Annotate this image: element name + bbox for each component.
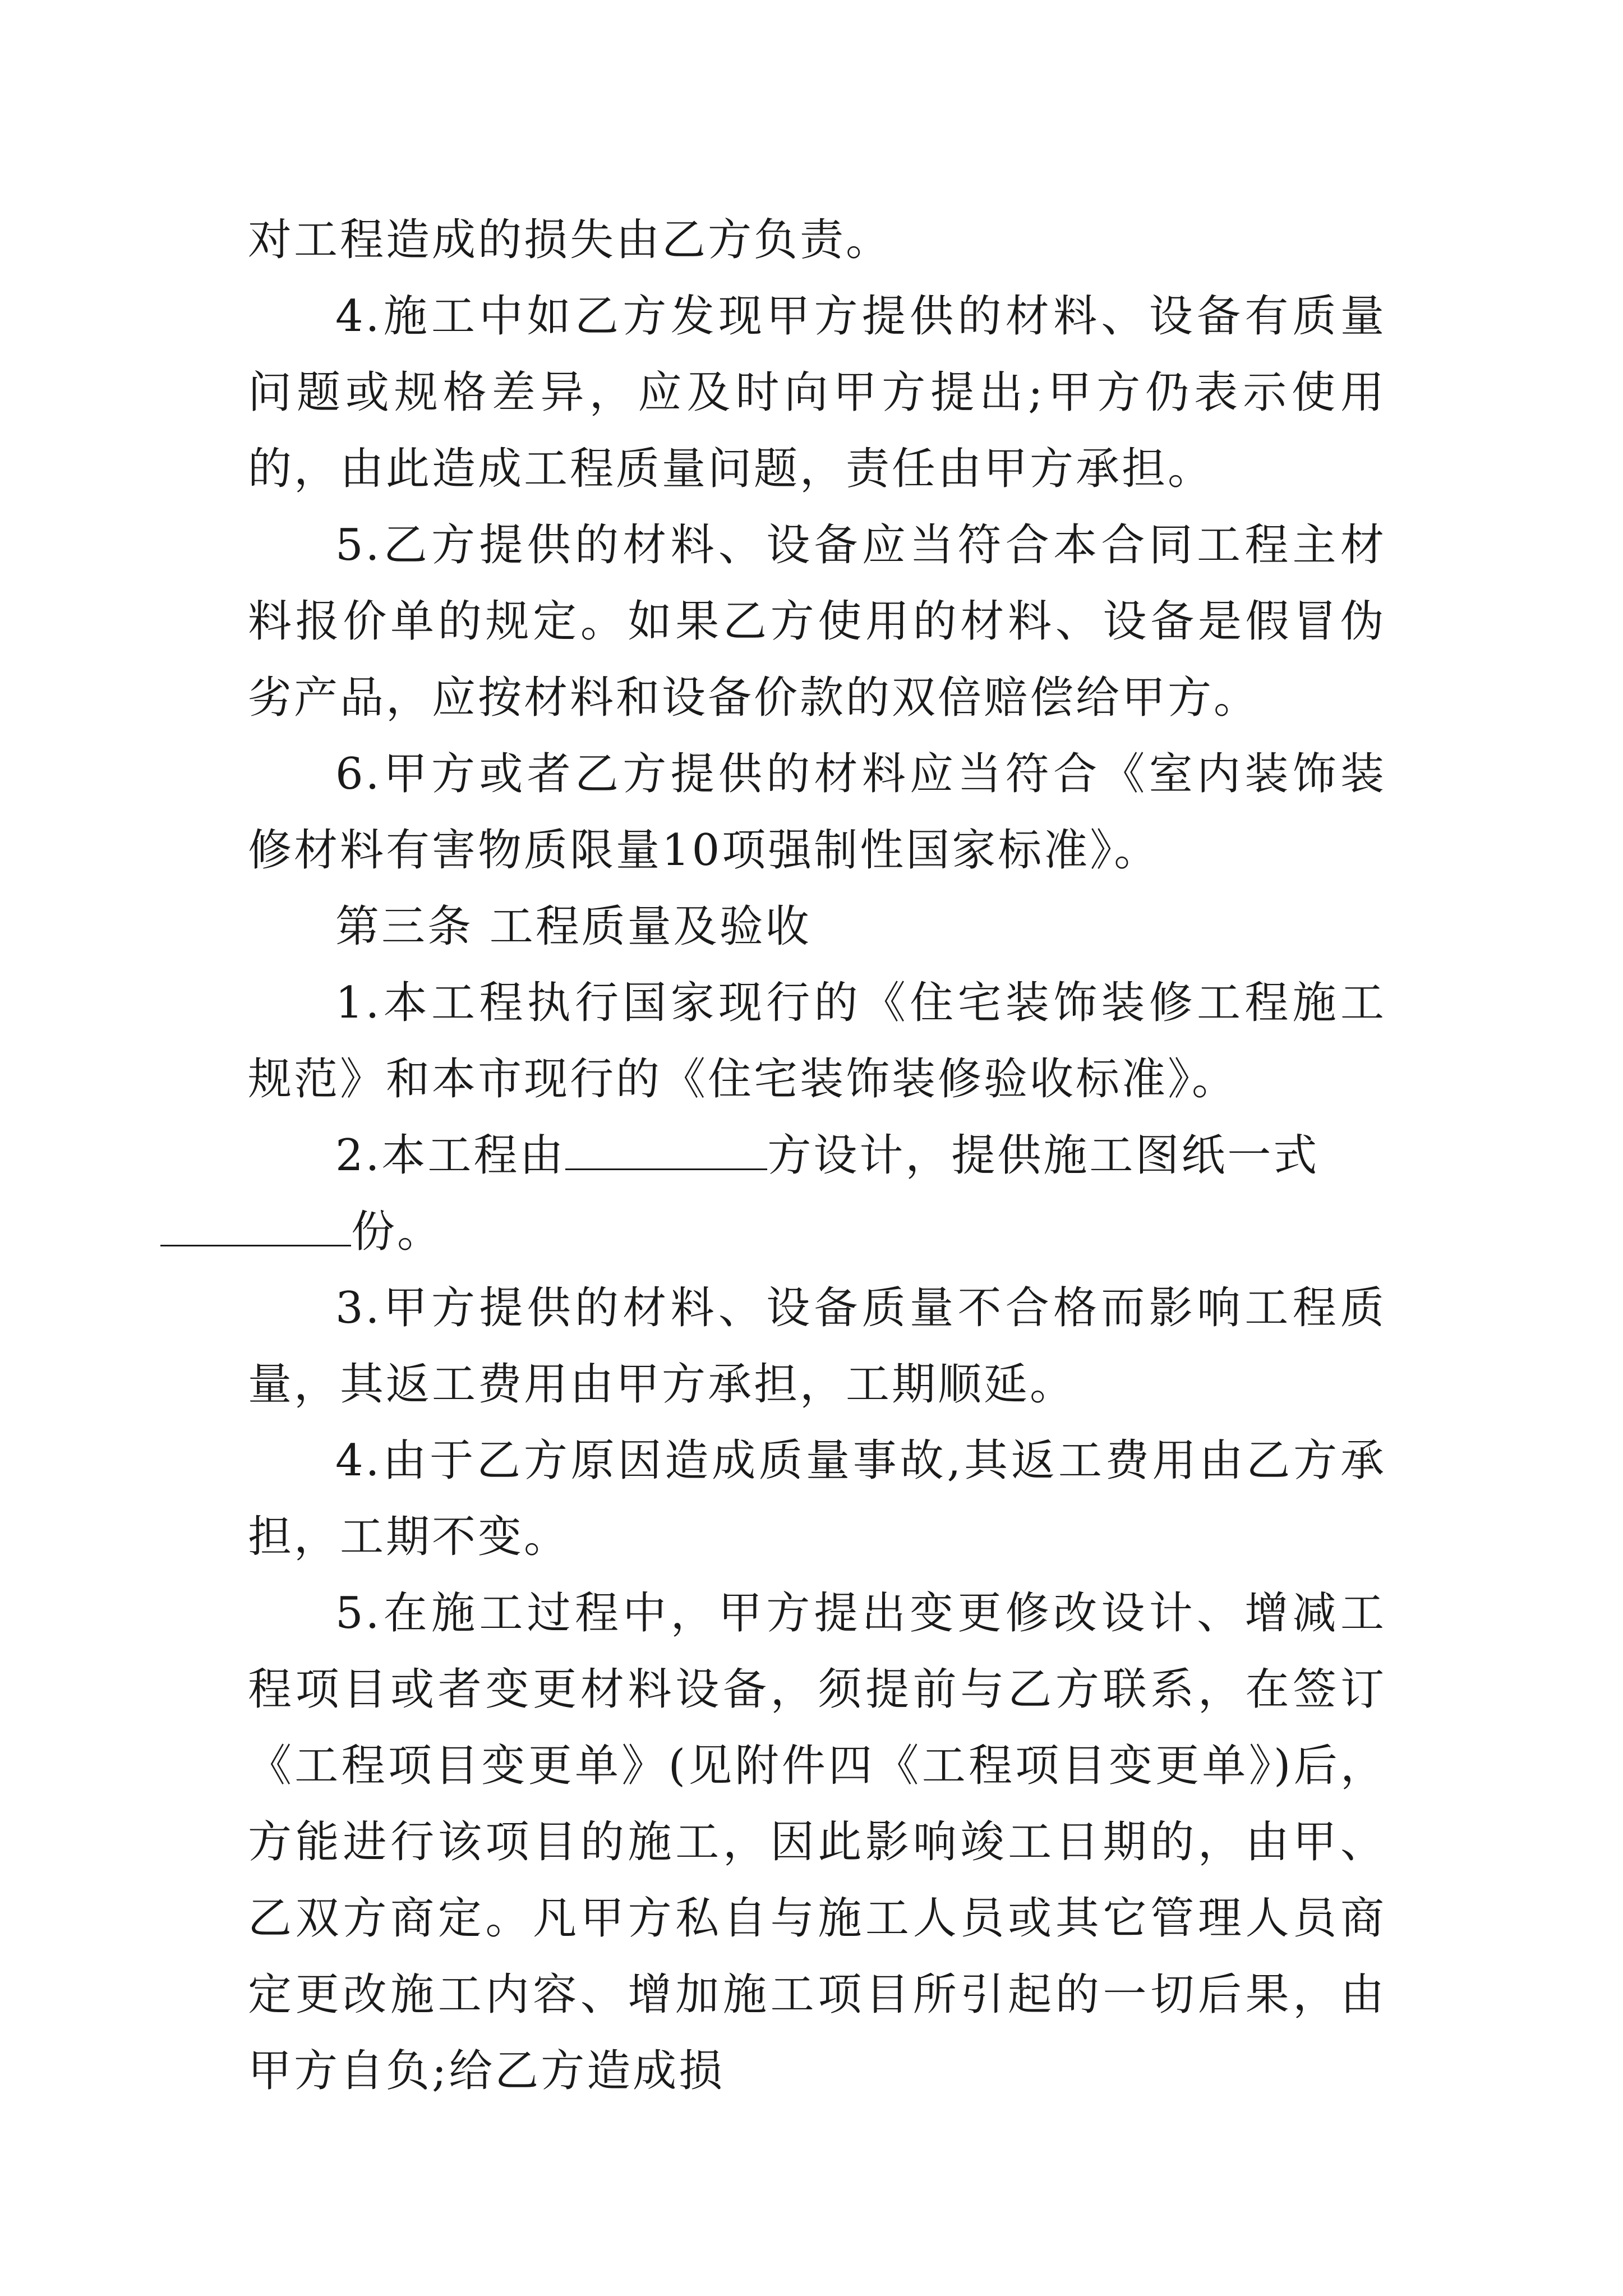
clause-2-prefix: 2.本工程由 [335, 1130, 566, 1181]
paragraph-quality-1: 1.本工程执行国家现行的《住宅装饰装修工程施工规范》和本市现行的《住宅装饰装修验收标准》。 [248, 978, 1386, 1105]
paragraph-quality-3: 3.甲方提供的材料、设备质量不合格而影响工程质量，其返工费用由甲方承担，工期顺延。 [248, 1283, 1386, 1410]
paragraph-quality-5: 5.在施工过程中，甲方提出变更修改设计、增减工程项目或者变更材料设备，须提前与乙方联系，在签订《工程项目变更单》(见附件四《工程项目变更单》)后，方能进行该项目的施工，因此影响竣工日期的，由甲、乙双方商定。凡甲方私自与施工人员或其它管理人员商定更改施工内容、增加施工项目所引起的一切后果，由甲方自负;给乙方造成损 [248, 1588, 1386, 2096]
paragraph-clause-5: 5.乙方提供的材料、设备应当符合本合同工程主材料报价单的规定。如果乙方使用的材料、设备是假冒伪劣产品，应按材料和设备价款的双倍赔偿给甲方。 [248, 520, 1386, 723]
clause-2-suffix: 份。 [351, 1207, 444, 1257]
document-body [248, 202, 1386, 2109]
section-heading-article-3: 第三条 工程质量及验收 [335, 901, 811, 952]
paragraph-clause-6: 6.甲方或者乙方提供的材料应当符合《室内装饰装修材料有害物质限量10项强制性国家标准》。 [248, 749, 1386, 876]
paragraph-quality-4: 4.由于乙方原因造成质量事故,其返工费用由乙方承担，工期不变。 [248, 1435, 1386, 1562]
paragraph-quality-2 [248, 1117, 1386, 1270]
paragraph-clause-4: 4.施工中如乙方发现甲方提供的材料、设备有质量问题或规格差异，应及时向甲方提出;甲方仍表示使用的，由此造成工程质量问题，责任由甲方承担。 [248, 291, 1386, 494]
blank-copies-count[interactable] [160, 1205, 351, 1246]
paragraph-continuation: 对工程造成的损失由乙方负责。 [248, 215, 892, 265]
blank-design-party[interactable] [565, 1129, 767, 1170]
clause-2-middle: 方设计，提供施工图纸一式 [767, 1130, 1320, 1181]
